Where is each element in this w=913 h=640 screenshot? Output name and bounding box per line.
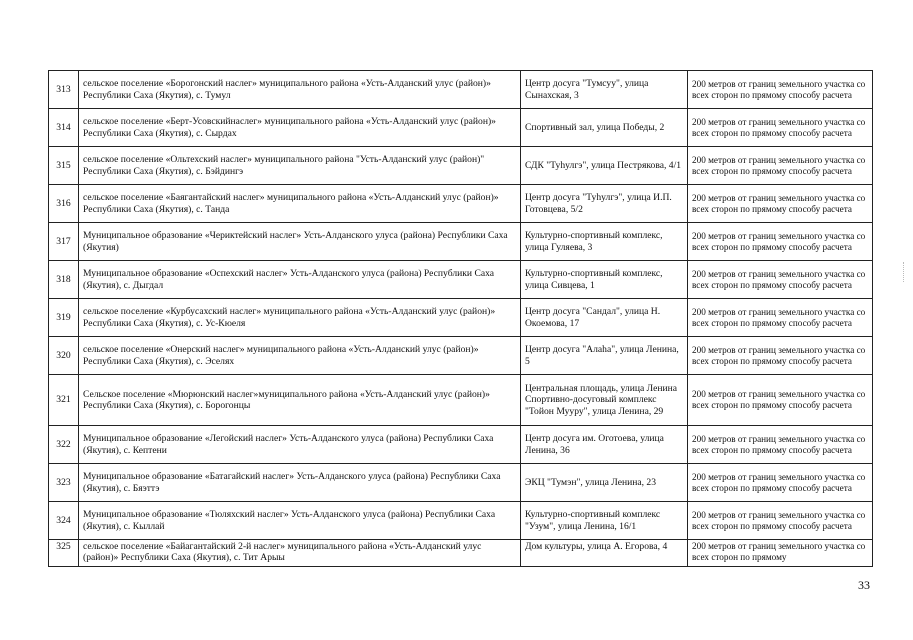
distance-rule: 200 метров от границ земельного участка со всех сторон по прямому	[688, 540, 873, 567]
settlement-name: сельское поселение «Борогонский наслег» муниципального района «Усть-Алданский улус (район)» Республики Саха (Якутия), с. Тумул	[79, 71, 521, 109]
row-number: 320	[49, 337, 79, 375]
table-row	[49, 71, 873, 109]
venue-address: Культурно-спортивный комплекс, улица Гуляева, 3	[521, 223, 688, 261]
distance-rule: 200 метров от границ земельного участка со всех сторон по прямому способу расчета	[688, 464, 873, 502]
table-row	[49, 185, 873, 223]
table-row	[49, 223, 873, 261]
row-number: 318	[49, 261, 79, 299]
distance-rule: 200 метров от границ земельного участка со всех сторон по прямому способу расчета	[688, 502, 873, 540]
table-row	[49, 109, 873, 147]
distance-rule: 200 метров от границ земельного участка со всех сторон по прямому способу расчета	[688, 337, 873, 375]
row-number: 315	[49, 147, 79, 185]
settlement-name: сельское поселение «Байагантайский 2-й наслег» муниципального района «Усть-Алданский улус (район)» Республики Саха (Якутия), с. Тит Арыы	[79, 540, 521, 567]
table-row	[49, 464, 873, 502]
row-number: 314	[49, 109, 79, 147]
settlement-name: Муниципальное образование «Чериктейский наслег» Усть-Алданского улуса (района) Республики Саха (Якутия)	[79, 223, 521, 261]
table-row	[49, 426, 873, 464]
row-number: 324	[49, 502, 79, 540]
venue-address: Центр досуга "Тумсуу", улица Сынахская, 3	[521, 71, 688, 109]
settlement-name: Сельское поселение «Мюрюнский наслег»муниципального района «Усть-Алданский улус (район)» Республики Саха (Якутия), с. Борогонцы	[79, 375, 521, 426]
distance-rule: 200 метров от границ земельного участка со всех сторон по прямому способу расчета	[688, 299, 873, 337]
table-row	[49, 299, 873, 337]
row-number: 316	[49, 185, 79, 223]
row-number: 313	[49, 71, 79, 109]
settlement-name: Муниципальное образование «Оспехский наслег» Усть-Алданского улуса (района) Республики Саха (Якутия), с. Дыгдал	[79, 261, 521, 299]
distance-rule: 200 метров от границ земельного участка со всех сторон по прямому способу расчета	[688, 71, 873, 109]
table-row	[49, 502, 873, 540]
distance-rule: 200 метров от границ земельного участка со всех сторон по прямому способу расчета	[688, 109, 873, 147]
table-row	[49, 337, 873, 375]
venue-address: Культурно-спортивный комплекс, улица Сивцева, 1	[521, 261, 688, 299]
settlement-name: Муниципальное образование «Тюляхский наслег» Усть-Алданского улуса (района) Республики Саха (Якутия), с. Кыллай	[79, 502, 521, 540]
settlement-name: сельское поселение «Баягантайский наслег» муниципального района «Усть-Алданский улус (район)» Республики Саха (Якутия), с. Танда	[79, 185, 521, 223]
row-number: 325	[49, 540, 79, 567]
venue-address: Центр досуга "Туһулгэ", улица И.П. Готовцева, 5/2	[521, 185, 688, 223]
distance-rule: 200 метров от границ земельного участка со всех сторон по прямому способу расчета	[688, 147, 873, 185]
row-number: 323	[49, 464, 79, 502]
row-number: 317	[49, 223, 79, 261]
distance-rule: 200 метров от границ земельного участка со всех сторон по прямому способу расчета	[688, 261, 873, 299]
page-number: 33	[858, 578, 870, 592]
row-number: 319	[49, 299, 79, 337]
table-row	[49, 147, 873, 185]
table-row	[49, 540, 873, 567]
settlement-name: сельское поселение «Берт-Усовскийнаслег» муниципального района «Усть-Алданский улус (район)» Республики Саха (Якутия), с. Сырдах	[79, 109, 521, 147]
venue-address: Дом культуры, улица А. Егорова, 4	[521, 540, 688, 567]
venue-address: Центр досуга "Алаһа", улица Ленина, 5	[521, 337, 688, 375]
row-number: 321	[49, 375, 79, 426]
row-number: 322	[49, 426, 79, 464]
settlement-name: Муниципальное образование «Батагайский наслег» Усть-Алданского улуса (района) Республики Саха (Якутия), с. Бяэттэ	[79, 464, 521, 502]
venue-address: Спортивный зал, улица Победы, 2	[521, 109, 688, 147]
polling-stations-table	[48, 70, 873, 567]
venue-address: Центр досуга им. Оготоева, улица Ленина, 36	[521, 426, 688, 464]
venue-address: Центральная площадь, улица Ленина Спортивно-досуговый комплекс "Тойон Мууру", улица Ленина, 29	[521, 375, 688, 426]
venue-address: СДК "Туһулгэ", улица Пестрякова, 4/1	[521, 147, 688, 185]
distance-rule: 200 метров от границ земельного участка со всех сторон по прямому способу расчета	[688, 375, 873, 426]
venue-address: Центр досуга "Сандал", улица Н. Окоемова, 17	[521, 299, 688, 337]
table-row	[49, 375, 873, 426]
table-row	[49, 261, 873, 299]
venue-address: Культурно-спортивный комплекс "Узум", улица Ленина, 16/1	[521, 502, 688, 540]
distance-rule: 200 метров от границ земельного участка со всех сторон по прямому способу расчета	[688, 426, 873, 464]
settlement-name: сельское поселение «Курбусахский наслег» муниципального района «Усть-Алданский улус (район)» Республики Саха (Якутия), с. Ус-Кюеля	[79, 299, 521, 337]
settlement-name: сельское поселение «Онерский наслег» муниципального района «Усть-Алданский улус (район)» Республики Саха (Якутия), с. Эселях	[79, 337, 521, 375]
scan-edge-mark	[903, 262, 908, 282]
settlement-name: сельское поселение «Ольтехский наслег» муниципального района "Усть-Алданский улус (район)" Республики Саха (Якутия), с. Бэйдингэ	[79, 147, 521, 185]
venue-address: ЭКЦ "Тумэн", улица Ленина, 23	[521, 464, 688, 502]
distance-rule: 200 метров от границ земельного участка со всех сторон по прямому способу расчета	[688, 185, 873, 223]
distance-rule: 200 метров от границ земельного участка со всех сторон по прямому способу расчета	[688, 223, 873, 261]
settlement-name: Муниципальное образование «Легойский наслег» Усть-Алданского улуса (района) Республики Саха (Якутия), с. Кептени	[79, 426, 521, 464]
